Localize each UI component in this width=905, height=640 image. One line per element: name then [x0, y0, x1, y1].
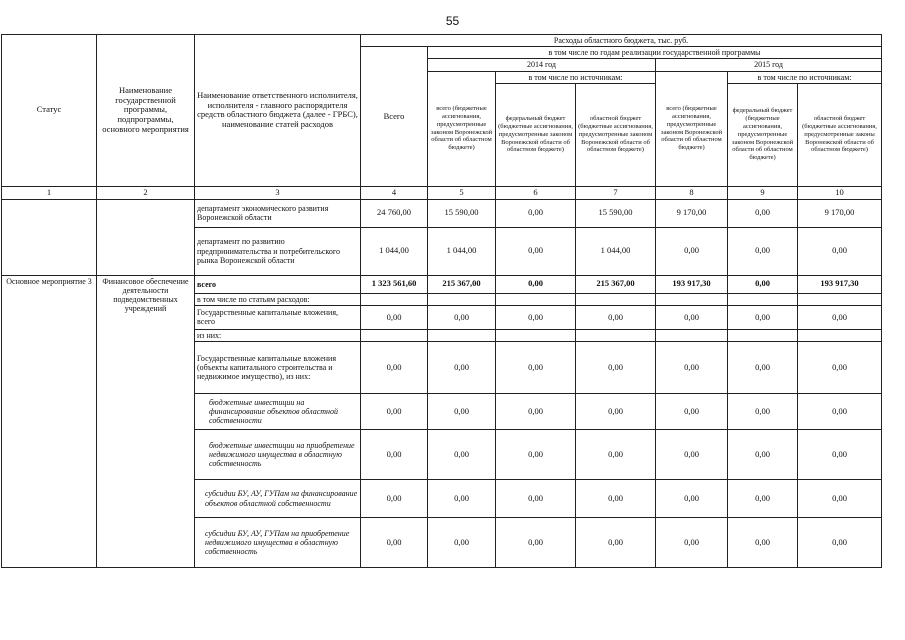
- main-status: Основное мероприятие 3: [2, 275, 97, 567]
- value-cell: 0,00: [428, 518, 496, 568]
- row-label: субсидии БУ, АУ, ГУПам на приобретение недвижимого имущества в областную собственность: [195, 518, 361, 568]
- header-all-2014: всего (бюджетные ассигнования, предусмотренные законом Воронежской области об областном бюджете): [428, 71, 496, 186]
- value-cell: 193 917,30: [798, 275, 882, 293]
- empty-cell: [798, 329, 882, 341]
- empty-cell: [656, 293, 728, 305]
- value-cell: 215 367,00: [576, 275, 656, 293]
- value-cell: 9 170,00: [656, 199, 728, 227]
- value-cell: 1 323 561,60: [361, 275, 428, 293]
- value-cell: 0,00: [496, 227, 576, 275]
- col-number: 5: [428, 186, 496, 199]
- header-year-2015: 2015 год: [656, 59, 882, 71]
- value-cell: 0,00: [428, 430, 496, 480]
- value-cell: 0,00: [496, 199, 576, 227]
- value-cell: 0,00: [428, 342, 496, 394]
- value-cell: 0,00: [428, 480, 496, 518]
- header-federal-2014: федеральный бюджет (бюджетные ассигнования, предусмотренные законом Воронежской области об областном бюджете): [496, 83, 576, 186]
- row-label: департамент по развитию предпринимательства и потребительского рынка Воронежской области: [195, 227, 361, 275]
- col-number: 1: [2, 186, 97, 199]
- empty-cell: [798, 293, 882, 305]
- col-number: 9: [728, 186, 798, 199]
- header-by-sources-2014: в том числе по источникам:: [496, 71, 656, 83]
- value-cell: 24 760,00: [361, 199, 428, 227]
- row-label: бюджетные инвестиции на финансирование объектов областной собственности: [195, 394, 361, 430]
- empty-cell: [428, 293, 496, 305]
- value-cell: 0,00: [361, 394, 428, 430]
- empty-cell: [361, 329, 428, 341]
- value-cell: 0,00: [428, 394, 496, 430]
- empty-cell: [728, 293, 798, 305]
- value-cell: 0,00: [656, 227, 728, 275]
- col-number: 6: [496, 186, 576, 199]
- empty-cell: [428, 329, 496, 341]
- col-number: 3: [195, 186, 361, 199]
- row-label: в том числе по статьям расходов:: [195, 293, 361, 305]
- value-cell: 15 590,00: [428, 199, 496, 227]
- value-cell: 0,00: [361, 342, 428, 394]
- col-number: 4: [361, 186, 428, 199]
- value-cell: 0,00: [798, 394, 882, 430]
- table-row: [2, 275, 882, 293]
- value-cell: 0,00: [656, 518, 728, 568]
- value-cell: 0,00: [728, 394, 798, 430]
- value-cell: 0,00: [361, 518, 428, 568]
- value-cell: 0,00: [728, 275, 798, 293]
- row-label: департамент экономического развития Воронежской области: [195, 199, 361, 227]
- value-cell: 0,00: [798, 305, 882, 329]
- row-label: из них:: [195, 329, 361, 341]
- header-executor-name: Наименование ответственного исполнителя, исполнителя - главного распорядителя средств областного бюджета (далее - ГРБС), наименование статей расходов: [195, 35, 361, 187]
- row-label: бюджетные инвестиции на приобретение недвижимого имущества в областную собственность: [195, 430, 361, 480]
- page-number: 55: [445, 14, 460, 28]
- col-number: 7: [576, 186, 656, 199]
- value-cell: 215 367,00: [428, 275, 496, 293]
- value-cell: 0,00: [798, 342, 882, 394]
- value-cell: 0,00: [728, 305, 798, 329]
- empty-cell: [361, 293, 428, 305]
- empty-cell: [656, 329, 728, 341]
- header-year-2014: 2014 год: [428, 59, 656, 71]
- col-number: 10: [798, 186, 882, 199]
- value-cell: 0,00: [728, 342, 798, 394]
- value-cell: 0,00: [656, 342, 728, 394]
- row-label: Государственные капитальные вложения, всего: [195, 305, 361, 329]
- value-cell: 0,00: [728, 227, 798, 275]
- value-cell: 0,00: [361, 305, 428, 329]
- value-cell: 0,00: [728, 480, 798, 518]
- column-number-row: [2, 186, 882, 199]
- main-name: Финансовое обеспечение деятельности подведомственных учреждений: [97, 275, 195, 567]
- row-label: субсидии БУ, АУ, ГУПам на финансирование объектов областной собственности: [195, 480, 361, 518]
- value-cell: 0,00: [496, 305, 576, 329]
- row-label: Государственные капитальные вложения (объекты капитального строительства и недвижимое имущество), из них:: [195, 342, 361, 394]
- header-total: Всего: [361, 47, 428, 187]
- header-program-name: Наименование государственной программы, подпрограммы, основного мероприятия: [97, 35, 195, 187]
- header-expenses-title: Расходы областного бюджета, тыс. руб.: [361, 35, 882, 47]
- value-cell: 0,00: [728, 199, 798, 227]
- empty-cell: [97, 199, 195, 275]
- header-by-years: в том числе по годам реализации государственной программы: [428, 47, 882, 59]
- col-number: 8: [656, 186, 728, 199]
- value-cell: 0,00: [496, 394, 576, 430]
- value-cell: 0,00: [576, 480, 656, 518]
- empty-cell: [576, 329, 656, 341]
- value-cell: 0,00: [798, 518, 882, 568]
- header-all-2015: всего (бюджетные ассигнования, предусмотренные законом Воронежской области об областном бюджете): [656, 71, 728, 186]
- value-cell: 0,00: [798, 227, 882, 275]
- empty-cell: [576, 293, 656, 305]
- value-cell: 0,00: [656, 480, 728, 518]
- value-cell: 0,00: [496, 480, 576, 518]
- value-cell: 0,00: [496, 342, 576, 394]
- empty-cell: [496, 293, 576, 305]
- value-cell: 0,00: [496, 430, 576, 480]
- value-cell: 193 917,30: [656, 275, 728, 293]
- value-cell: 0,00: [728, 518, 798, 568]
- value-cell: 0,00: [576, 342, 656, 394]
- header-regional-2015: областной бюджет (бюджетные ассигнования, предусмотренные законы Воронежской области об областном бюджете): [798, 83, 882, 186]
- value-cell: 0,00: [428, 305, 496, 329]
- value-cell: 0,00: [798, 430, 882, 480]
- empty-cell: [728, 329, 798, 341]
- value-cell: 1 044,00: [576, 227, 656, 275]
- value-cell: 0,00: [576, 394, 656, 430]
- value-cell: 15 590,00: [576, 199, 656, 227]
- value-cell: 0,00: [361, 480, 428, 518]
- value-cell: 1 044,00: [361, 227, 428, 275]
- value-cell: 0,00: [728, 430, 798, 480]
- col-number: 2: [97, 186, 195, 199]
- value-cell: 0,00: [361, 430, 428, 480]
- value-cell: 0,00: [798, 480, 882, 518]
- header-by-sources-2015: в том числе по источникам:: [728, 71, 882, 83]
- value-cell: 0,00: [496, 518, 576, 568]
- value-cell: 1 044,00: [428, 227, 496, 275]
- row-label: всего: [195, 275, 361, 293]
- budget-table: [1, 34, 882, 568]
- value-cell: 0,00: [576, 430, 656, 480]
- empty-cell: [2, 199, 97, 275]
- value-cell: 0,00: [656, 394, 728, 430]
- empty-cell: [496, 329, 576, 341]
- value-cell: 0,00: [496, 275, 576, 293]
- header-regional-2014: областной бюджет (бюджетные ассигнования, предусмотренные законом Воронежской области об областном бюджете): [576, 83, 656, 186]
- value-cell: 0,00: [576, 305, 656, 329]
- value-cell: 0,00: [656, 430, 728, 480]
- header-status: Статус: [2, 35, 97, 187]
- header-federal-2015: федеральный бюджет (бюджетные ассигнования, предусмотренные законом Воронежской области об областном бюджете): [728, 83, 798, 186]
- table-row: [2, 199, 882, 227]
- value-cell: 0,00: [576, 518, 656, 568]
- value-cell: 9 170,00: [798, 199, 882, 227]
- value-cell: 0,00: [656, 305, 728, 329]
